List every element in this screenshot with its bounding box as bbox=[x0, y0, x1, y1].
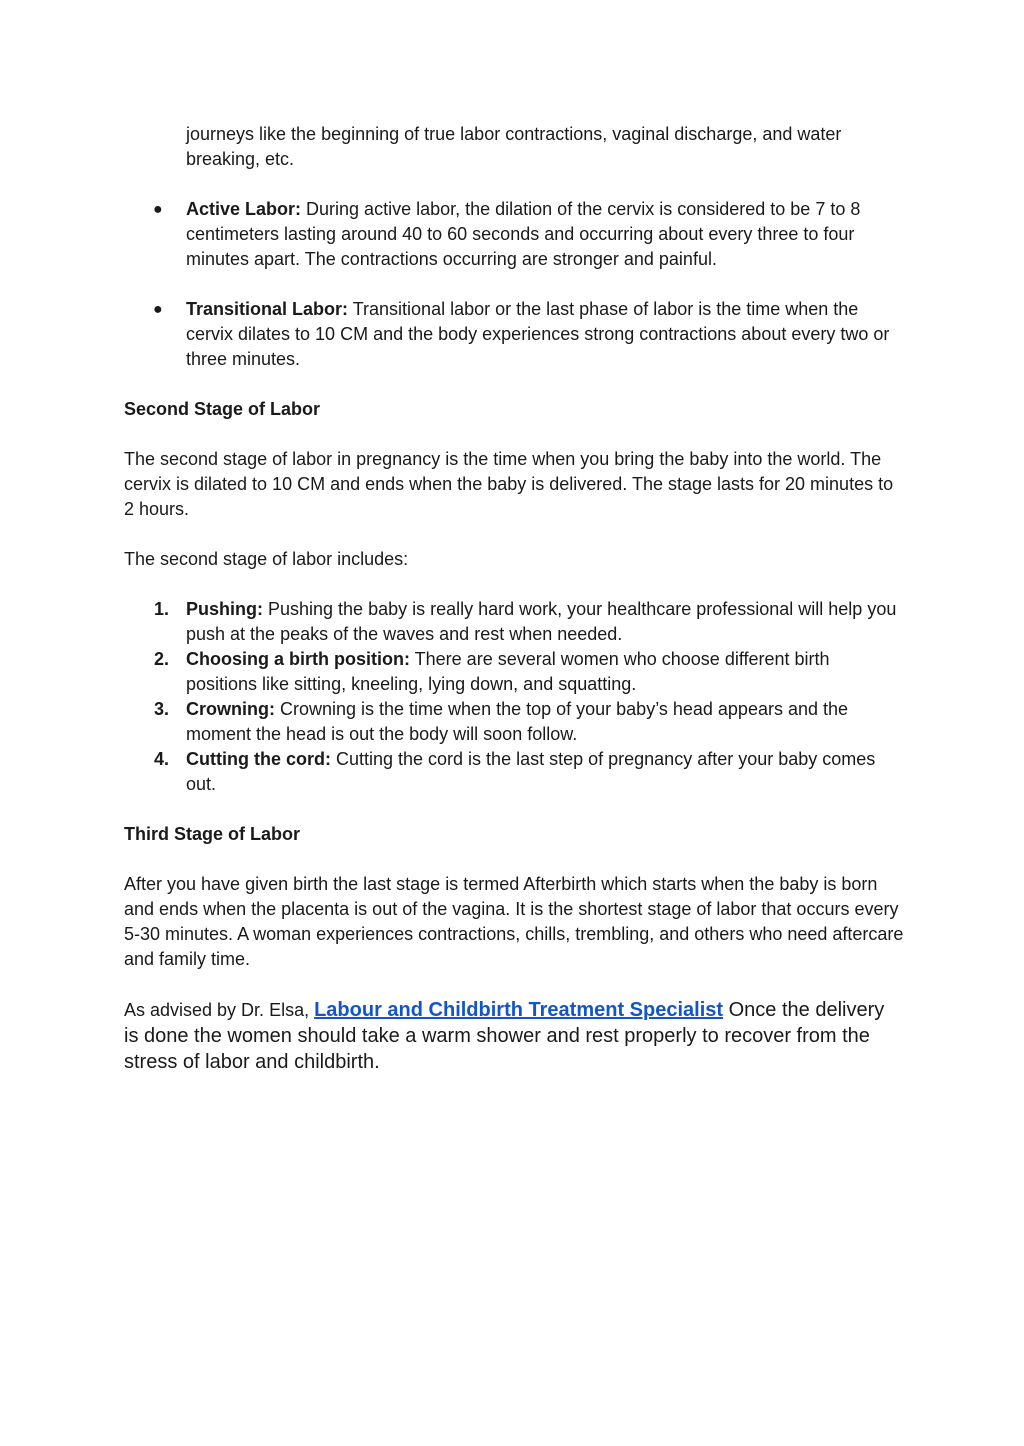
closing-paragraph bbox=[124, 997, 904, 1075]
item-term: Cutting the cord: bbox=[186, 749, 331, 769]
document-body bbox=[124, 122, 904, 1075]
item-number: 3. bbox=[154, 699, 170, 719]
third-stage-heading: Third Stage of Labor bbox=[124, 824, 301, 844]
spacer bbox=[124, 422, 904, 447]
item-description: There are several women who choose different birth positions like sitting, kneeling, lying down, and squatting. bbox=[186, 649, 830, 694]
item-term: Crowning: bbox=[186, 699, 275, 719]
spacer bbox=[124, 572, 904, 597]
spacer bbox=[124, 522, 904, 547]
numbered-item-pushing bbox=[124, 597, 904, 647]
bullet-term: Active Labor: bbox=[186, 199, 302, 219]
item-text bbox=[186, 647, 904, 697]
bullet-description: During active labor, the dilation of the cervix is considered to be 7 to 8 centimeters lasting around 40 to 60 seconds and occurring about every three to four minutes apart. The contractions occurring are stronger and painful. bbox=[186, 199, 861, 269]
second-stage-heading: Second Stage of Labor bbox=[124, 399, 321, 419]
item-term: Choosing a birth position: bbox=[186, 649, 410, 669]
bullet-text bbox=[186, 297, 904, 372]
second-stage-includes: The second stage of labor includes: bbox=[124, 549, 409, 569]
numbered-item-birth-position bbox=[124, 647, 904, 697]
item-number: 1. bbox=[154, 599, 170, 619]
third-stage-paragraph: After you have given birth the last stage is termed Afterbirth which starts when the baby is born and ends when the placenta is out of the vagina. It is the shortest stage of labor that occurs every 5-30 minutes. A woman experiences contractions, chills, trembling, and others who need aftercare and family time. bbox=[124, 874, 904, 969]
spacer bbox=[124, 172, 904, 197]
item-number: 2. bbox=[154, 649, 170, 669]
intro-continuation: journeys like the beginning of true labor contractions, vaginal discharge, and water breaking, etc. bbox=[186, 124, 842, 169]
second-stage-paragraph: The second stage of labor in pregnancy is the time when you bring the baby into the world. The cervix is dilated to 10 CM and ends when the baby is delivered. The stage lasts for 20 minutes to 2 hours. bbox=[124, 449, 894, 519]
numbered-item-crowning bbox=[124, 697, 904, 747]
spacer bbox=[124, 272, 904, 297]
bullet-icon: ● bbox=[153, 301, 163, 318]
specialist-link[interactable]: Labour and Childbirth Treatment Specialist bbox=[314, 999, 724, 1021]
item-text bbox=[186, 747, 904, 797]
item-number: 4. bbox=[154, 749, 170, 769]
item-text bbox=[186, 597, 904, 647]
spacer bbox=[124, 847, 904, 872]
spacer bbox=[124, 972, 904, 997]
bullet-description: Transitional labor or the last phase of labor is the time when the cervix dilates to 10 CM and the body experiences strong contractions about every two or three minutes. bbox=[186, 299, 890, 369]
item-text bbox=[186, 697, 904, 747]
bullet-item-transitional-labor bbox=[124, 297, 904, 372]
item-term: Pushing: bbox=[186, 599, 263, 619]
numbered-item-cutting-cord bbox=[124, 747, 904, 797]
bullet-icon: ● bbox=[153, 201, 163, 218]
bullet-item-active-labor bbox=[124, 197, 904, 272]
item-description: Cutting the cord is the last step of pregnancy after your baby comes out. bbox=[186, 749, 876, 794]
spacer bbox=[124, 372, 904, 397]
item-description: Pushing the baby is really hard work, your healthcare professional will help you push at the peaks of the waves and rest when needed. bbox=[186, 599, 897, 644]
spacer bbox=[124, 797, 904, 822]
item-description: Crowning is the time when the top of your baby’s head appears and the moment the head is out the body will soon follow. bbox=[186, 699, 849, 744]
closing-rest: Once the delivery is done the women should take a warm shower and rest properly to recover from the stress of labor and childbirth. bbox=[124, 999, 885, 1073]
bullet-text bbox=[186, 197, 904, 272]
bullet-term: Transitional Labor: bbox=[186, 299, 349, 319]
closing-lead: As advised by Dr. Elsa, bbox=[124, 1000, 315, 1020]
